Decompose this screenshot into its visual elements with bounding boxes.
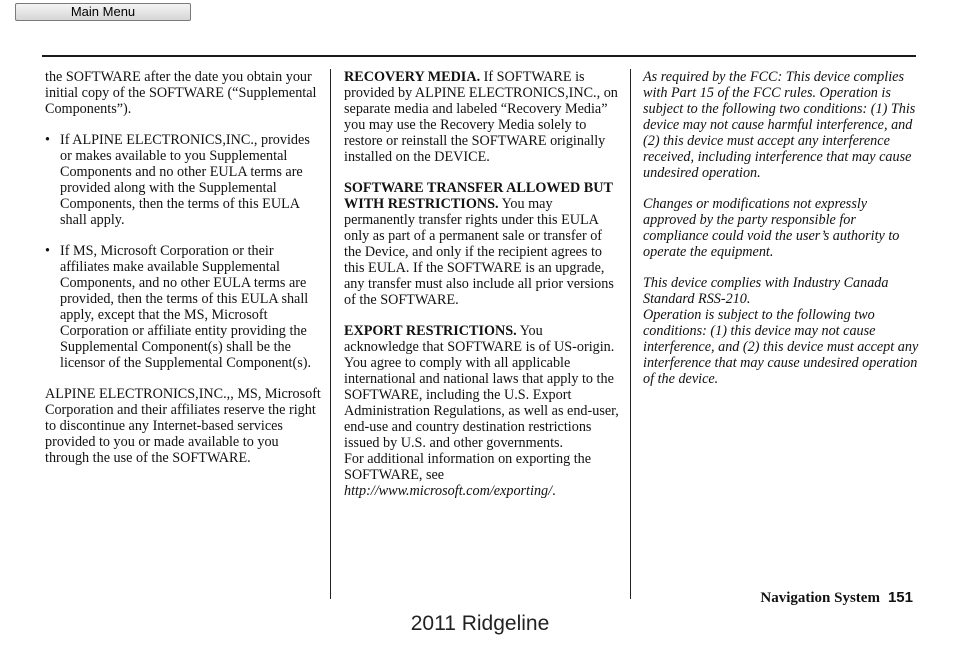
main-menu-button[interactable]: Main Menu (15, 3, 191, 21)
export-body: You acknowledge that SOFTWARE is of US-origin. You agree to comply with all applicable international and national laws that apply to the SOFTWARE, including the U.S. Export Administration Regulations, as well as end-user, end-use and country destination restrictions issued by U.S. and other governments. (344, 323, 619, 451)
intro-paragraph: the SOFTWARE after the date you obtain your initial copy of the SOFTWARE (“Supplemental Components”). (45, 69, 317, 117)
watermark-text: 2011 Ridgeline (410, 612, 550, 635)
fcc-paragraph: As required by the FCC: This device complies with Part 15 of the FCC rules. Operation is subject to the following two conditions: (1) This device may not cause harmful interference, and (2) this device must accept any interference received, including interference that may cause undesired operation. (643, 69, 916, 181)
column-divider (630, 69, 631, 599)
page-number: 151 (887, 589, 913, 606)
list-item-text: If ALPINE ELECTRONICS,INC., provides or makes available to you Supplemental Components and no other EULA terms are provided along with the Supplemental Components, then the terms of this EULA shall apply. (60, 132, 310, 228)
export-end: . (552, 483, 556, 499)
bullet-icon: • (45, 243, 50, 259)
recovery-body: If SOFTWARE is provided by ALPINE ELECTRONICS,INC., on separate media and labeled “Recovery Media” you may use the Recovery Media solely to restore or reinstall the SOFTWARE originally installed on the DEVICE. (344, 69, 618, 165)
column-middle (344, 69, 619, 514)
recovery-heading: RECOVERY MEDIA. (344, 69, 481, 85)
ic-paragraph: This device complies with Industry Canada Standard RSS-210. (643, 275, 889, 307)
column-divider (330, 69, 331, 599)
list-item (45, 243, 325, 371)
ic-conditions-paragraph: Operation is subject to the following two conditions: (1) this device may not cause interference, and (2) this device must accept any interference that may cause undesired operation of the device. (643, 307, 919, 387)
page-footer (760, 589, 913, 607)
closing-paragraph: ALPINE ELECTRONICS,INC.,, MS, Microsoft Corporation and their affiliates reserve the right to discontinue any Internet-based services provided to you or made available to you through the use of the SOFTWARE. (45, 386, 321, 466)
transfer-paragraph (344, 180, 619, 308)
transfer-body: You may permanently transfer rights under this EULA only as part of a permanent sale or transfer of the Device, and only if the recipient agrees to this EULA. If the SOFTWARE is an upgrade, any transfer must also include all prior versions of the SOFTWARE. (344, 196, 614, 308)
recovery-paragraph (344, 69, 619, 165)
export-heading: EXPORT RESTRICTIONS. (344, 323, 517, 339)
export-more: For additional information on exporting the SOFTWARE, see (344, 451, 592, 483)
list-item-text: If MS, Microsoft Corporation or their affiliates make available Supplemental Components, and no other EULA terms are provided, then the terms of this EULA shall apply, except that the MS, Microsoft Corporation or affiliate entity providing the Supplemental Component(s) shall be the licensor of the Supplemental Component(s). (60, 243, 311, 371)
header-rule (42, 55, 916, 57)
list-item (45, 132, 325, 228)
section-title: Navigation System (760, 590, 880, 606)
column-left (45, 69, 325, 481)
transfer-heading: SOFTWARE TRANSFER ALLOWED BUT WITH RESTRICTIONS. (344, 180, 613, 212)
export-paragraph (344, 323, 619, 499)
column-right (643, 69, 919, 402)
bullet-icon: • (45, 132, 50, 148)
export-link[interactable]: http://www.microsoft.com/exporting/ (344, 483, 553, 499)
fcc-changes-paragraph: Changes or modifications not expressly approved by the party responsible for compliance could void the user’s authority to operate the equipment. (643, 196, 900, 260)
